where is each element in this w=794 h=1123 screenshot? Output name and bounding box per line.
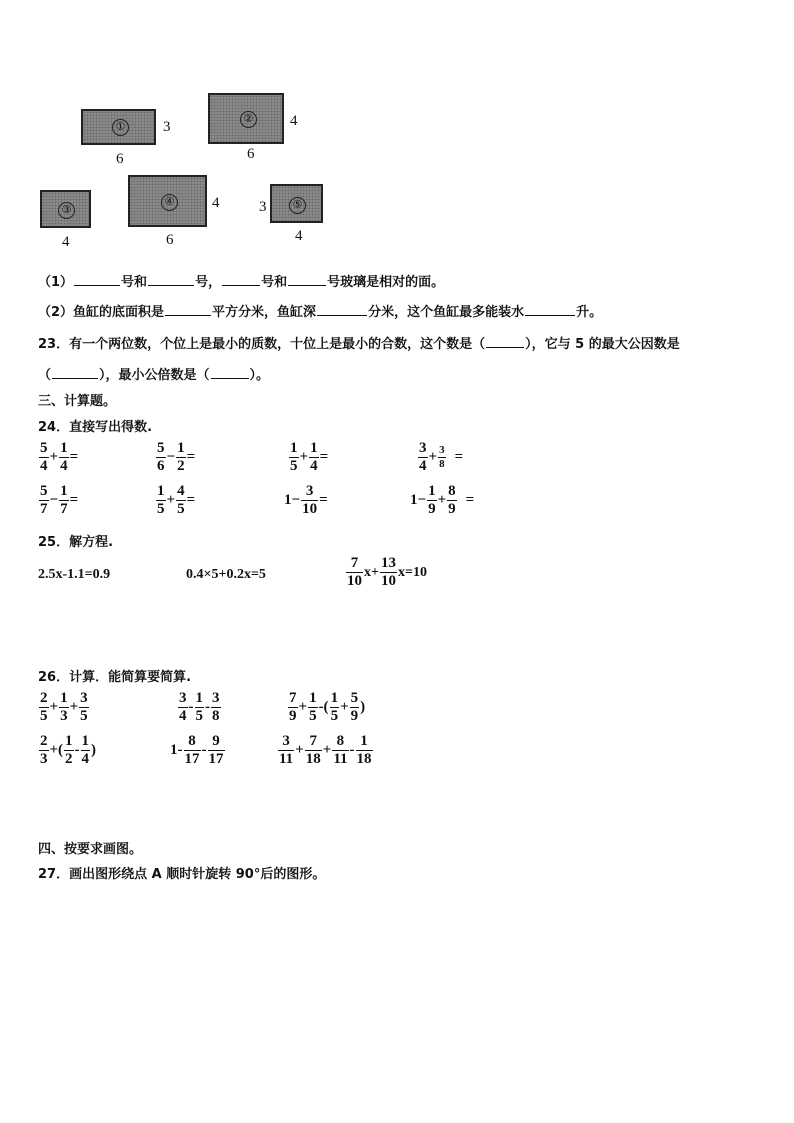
glass-2-width: 6 xyxy=(247,146,255,162)
q22-part2: （2）鱼缸的底面积是 平方分米，鱼缸深 分米，这个鱼缸最多能装水 升。 xyxy=(38,305,603,320)
q27-text: 27．画出图形绕点 A 顺时针旋转 90°后的图形。 xyxy=(38,867,326,882)
answer-blank[interactable] xyxy=(317,303,367,316)
q24-r2-e2: $\frac{1}{5}$ + $\frac{4}{5}$ = xyxy=(157,483,196,517)
q23-line1: 23．有一个两位数，个位上是最小的质数，十位上是最小的合数，这个数是（ ），它与 5 的最大公因数是 xyxy=(38,337,680,352)
q24-r1-e3: $\frac{1}{5}$ + $\frac{1}{4}$ = xyxy=(290,440,329,474)
q26-t2: $\frac{3}{4}$ - $\frac{1}{5}$ - $\frac{3}{8}$ xyxy=(179,690,220,724)
q24-r1-e2: $\frac{5}{6}$ − $\frac{1}{2}$ = xyxy=(157,440,196,474)
q26-t4: $\frac{2}{3}$ +( $\frac{1}{2}$ - $\frac{1}{4}$ ) xyxy=(40,733,97,767)
q24-r2-e3: 1− $\frac{3}{10}$ = xyxy=(284,483,328,517)
glass-2 xyxy=(208,93,284,144)
glass-5-number: ⑤ xyxy=(289,197,306,214)
answer-blank[interactable] xyxy=(52,366,98,379)
glass-4-number: ④ xyxy=(161,194,178,211)
glass-1-height: 3 xyxy=(163,119,171,135)
answer-blank[interactable] xyxy=(525,303,575,316)
answer-blank[interactable] xyxy=(288,273,326,286)
glass-4-width: 6 xyxy=(166,232,174,248)
glass-5-height: 3 xyxy=(259,199,267,215)
q24-r1-e4: $\frac{3}{4}$ + $\frac{3}{8}$ = xyxy=(419,440,464,474)
q24-r2-e1: $\frac{5}{7}$ − $\frac{1}{7}$ = xyxy=(40,483,79,517)
answer-blank[interactable] xyxy=(486,335,524,348)
glass-2-number: ② xyxy=(240,111,257,128)
q26-t3: $\frac{7}{9}$ + $\frac{1}{5}$ -( $\frac{1}{5}$ + $\frac{5}{9}$ ) xyxy=(289,690,366,724)
glass-2-height: 4 xyxy=(290,113,298,129)
glass-5 xyxy=(270,184,323,223)
q25-eq2: 0.4×5+0.2x=5 xyxy=(186,567,266,582)
q24-r2-e4: 1− $\frac{1}{9}$ + $\frac{8}{9}$ = xyxy=(410,483,475,517)
glass-1-width: 6 xyxy=(116,151,124,167)
q23-line2: （ ），最小公倍数是（ ）。 xyxy=(38,368,270,383)
answer-blank[interactable] xyxy=(148,273,194,286)
glass-1 xyxy=(81,109,156,145)
answer-blank[interactable] xyxy=(165,303,211,316)
glass-4 xyxy=(128,175,207,227)
q26-t1: $\frac{2}{5}$ + $\frac{1}{3}$ + $\frac{3}{5}$ xyxy=(40,690,88,724)
q24-title: 24．直接写出得数. xyxy=(38,420,153,435)
q26-t5: 1- $\frac{8}{17}$ - $\frac{9}{17}$ xyxy=(170,733,224,767)
glass-4-height: 4 xyxy=(212,195,220,211)
section-4-heading: 四、按要求画图。 xyxy=(38,842,143,857)
q26-title: 26．计算．能简算要简算. xyxy=(38,670,192,685)
answer-blank[interactable] xyxy=(74,273,120,286)
glass-3-width: 4 xyxy=(62,234,70,250)
q25-eq1: 2.5x-1.1=0.9 xyxy=(38,567,111,582)
section-3-heading: 三、计算题。 xyxy=(38,394,117,409)
q25-eq3: $\frac{7}{10}$ x+ $\frac{13}{10}$ x=10 xyxy=(347,555,427,589)
glass-3 xyxy=(40,190,91,228)
q22-part1: （1） 号和 号， 号和 号玻璃是相对的面。 xyxy=(38,275,445,290)
glass-3-number: ③ xyxy=(58,202,75,219)
q26-t6: $\frac{3}{11}$ + $\frac{7}{18}$ + $\frac{8}{11}$ - $\frac{1}{18}$ xyxy=(279,733,372,767)
answer-blank[interactable] xyxy=(222,273,260,286)
q25-title: 25．解方程. xyxy=(38,535,114,550)
glass-5-width: 4 xyxy=(295,228,303,244)
q24-r1-e1: $\frac{5}{4}$ + $\frac{1}{4}$ = xyxy=(40,440,79,474)
glass-1-number: ① xyxy=(112,119,129,136)
answer-blank[interactable] xyxy=(211,366,249,379)
